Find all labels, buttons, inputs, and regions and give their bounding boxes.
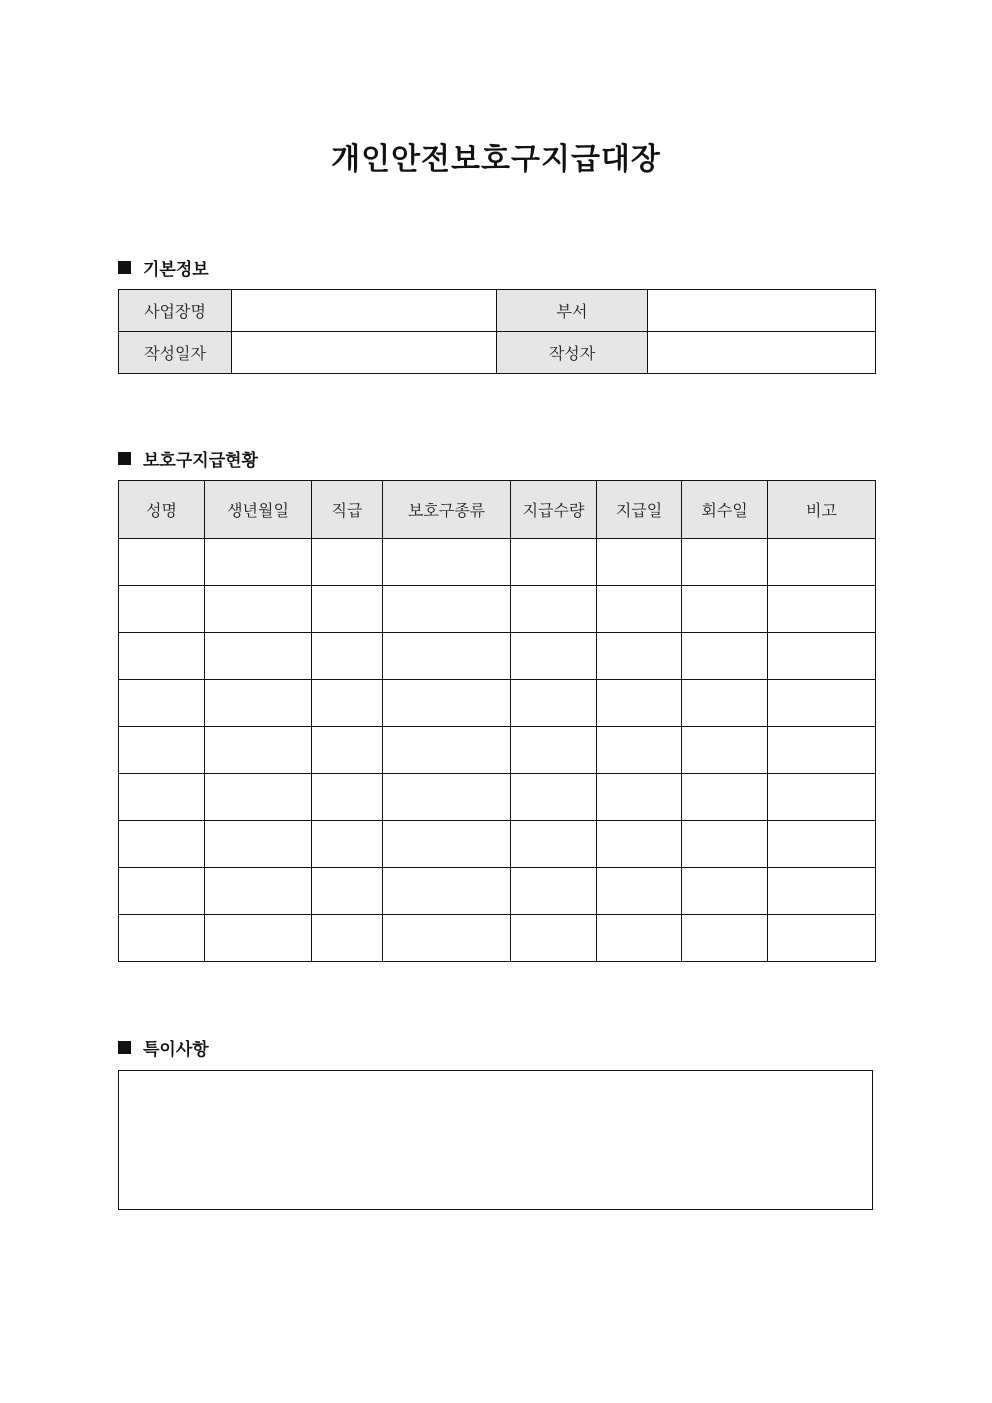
col-header-equipment-type: 보호구종류: [383, 481, 511, 539]
cell-position[interactable]: [312, 915, 383, 962]
cell-position[interactable]: [312, 727, 383, 774]
cell-birthdate[interactable]: [205, 586, 312, 633]
cell-issue-date[interactable]: [597, 633, 682, 680]
label-department: 부서: [497, 290, 648, 332]
cell-issue-date[interactable]: [597, 774, 682, 821]
date-field[interactable]: [232, 332, 497, 374]
cell-birthdate[interactable]: [205, 868, 312, 915]
section-heading-remarks: [118, 1035, 209, 1060]
cell-notes[interactable]: [768, 586, 876, 633]
cell-notes[interactable]: [768, 915, 876, 962]
cell-return-date[interactable]: [682, 539, 768, 586]
section-heading-basic-info: [118, 255, 209, 280]
cell-birthdate[interactable]: [205, 633, 312, 680]
issuance-table: [118, 480, 876, 962]
cell-birthdate[interactable]: [205, 774, 312, 821]
cell-quantity[interactable]: [511, 727, 597, 774]
label-date: 작성일자: [119, 332, 232, 374]
cell-equipment-type[interactable]: [383, 680, 511, 727]
table-row: [119, 586, 876, 633]
section-heading-issuance: [118, 446, 258, 471]
department-field[interactable]: [648, 290, 876, 332]
col-header-return-date: 회수일: [682, 481, 768, 539]
label-author: 작성자: [497, 332, 648, 374]
cell-equipment-type[interactable]: [383, 727, 511, 774]
cell-notes[interactable]: [768, 821, 876, 868]
cell-name[interactable]: [119, 586, 205, 633]
cell-position[interactable]: [312, 539, 383, 586]
table-row: [119, 633, 876, 680]
cell-notes[interactable]: [768, 680, 876, 727]
cell-name[interactable]: [119, 539, 205, 586]
section-heading-label: 특이사항: [143, 1040, 209, 1060]
table-header-row: [119, 481, 876, 539]
cell-issue-date[interactable]: [597, 821, 682, 868]
section-heading-label: 기본정보: [143, 260, 209, 280]
cell-issue-date[interactable]: [597, 539, 682, 586]
table-row: [119, 332, 876, 374]
cell-position[interactable]: [312, 868, 383, 915]
square-bullet-icon: [118, 452, 131, 465]
cell-equipment-type[interactable]: [383, 586, 511, 633]
table-row: [119, 915, 876, 962]
cell-position[interactable]: [312, 633, 383, 680]
cell-notes[interactable]: [768, 539, 876, 586]
cell-issue-date[interactable]: [597, 680, 682, 727]
cell-position[interactable]: [312, 586, 383, 633]
cell-notes[interactable]: [768, 633, 876, 680]
cell-birthdate[interactable]: [205, 821, 312, 868]
cell-return-date[interactable]: [682, 774, 768, 821]
cell-quantity[interactable]: [511, 915, 597, 962]
table-row: [119, 680, 876, 727]
cell-notes[interactable]: [768, 727, 876, 774]
cell-name[interactable]: [119, 680, 205, 727]
cell-position[interactable]: [312, 774, 383, 821]
cell-name[interactable]: [119, 727, 205, 774]
col-header-birthdate: 생년월일: [205, 481, 312, 539]
cell-equipment-type[interactable]: [383, 774, 511, 821]
cell-issue-date[interactable]: [597, 586, 682, 633]
cell-issue-date[interactable]: [597, 915, 682, 962]
cell-return-date[interactable]: [682, 680, 768, 727]
cell-equipment-type[interactable]: [383, 868, 511, 915]
cell-equipment-type[interactable]: [383, 633, 511, 680]
document-title: 개인안전보호구지급대장: [331, 142, 661, 177]
section-heading-label: 보호구지급현황: [143, 451, 258, 471]
cell-quantity[interactable]: [511, 680, 597, 727]
cell-notes[interactable]: [768, 774, 876, 821]
cell-position[interactable]: [312, 680, 383, 727]
table-row: [119, 727, 876, 774]
workplace-field[interactable]: [232, 290, 497, 332]
square-bullet-icon: [118, 261, 131, 274]
cell-issue-date[interactable]: [597, 727, 682, 774]
square-bullet-icon: [118, 1041, 131, 1054]
cell-return-date[interactable]: [682, 868, 768, 915]
cell-return-date[interactable]: [682, 915, 768, 962]
col-header-issue-date: 지급일: [597, 481, 682, 539]
table-row: [119, 539, 876, 586]
cell-return-date[interactable]: [682, 821, 768, 868]
cell-quantity[interactable]: [511, 774, 597, 821]
table-row: [119, 821, 876, 868]
cell-issue-date[interactable]: [597, 868, 682, 915]
cell-quantity[interactable]: [511, 586, 597, 633]
issuance-table-body: [119, 539, 876, 962]
table-row: [119, 868, 876, 915]
cell-name[interactable]: [119, 774, 205, 821]
cell-return-date[interactable]: [682, 727, 768, 774]
col-header-position: 직급: [312, 481, 383, 539]
cell-quantity[interactable]: [511, 633, 597, 680]
cell-equipment-type[interactable]: [383, 915, 511, 962]
cell-position[interactable]: [312, 821, 383, 868]
cell-birthdate[interactable]: [205, 680, 312, 727]
cell-name[interactable]: [119, 821, 205, 868]
cell-return-date[interactable]: [682, 586, 768, 633]
table-row: [119, 290, 876, 332]
remarks-textarea[interactable]: [118, 1070, 873, 1210]
col-header-quantity: 지급수량: [511, 481, 597, 539]
cell-name[interactable]: [119, 633, 205, 680]
cell-birthdate[interactable]: [205, 539, 312, 586]
basic-info-table: [118, 289, 876, 374]
label-workplace: 사업장명: [119, 290, 232, 332]
cell-quantity[interactable]: [511, 868, 597, 915]
cell-name[interactable]: [119, 915, 205, 962]
cell-quantity[interactable]: [511, 539, 597, 586]
cell-quantity[interactable]: [511, 821, 597, 868]
col-header-name: 성명: [119, 481, 205, 539]
table-row: [119, 774, 876, 821]
cell-birthdate[interactable]: [205, 727, 312, 774]
cell-name[interactable]: [119, 868, 205, 915]
cell-equipment-type[interactable]: [383, 539, 511, 586]
cell-equipment-type[interactable]: [383, 821, 511, 868]
cell-notes[interactable]: [768, 868, 876, 915]
cell-birthdate[interactable]: [205, 915, 312, 962]
author-field[interactable]: [648, 332, 876, 374]
col-header-notes: 비고: [768, 481, 876, 539]
cell-return-date[interactable]: [682, 633, 768, 680]
